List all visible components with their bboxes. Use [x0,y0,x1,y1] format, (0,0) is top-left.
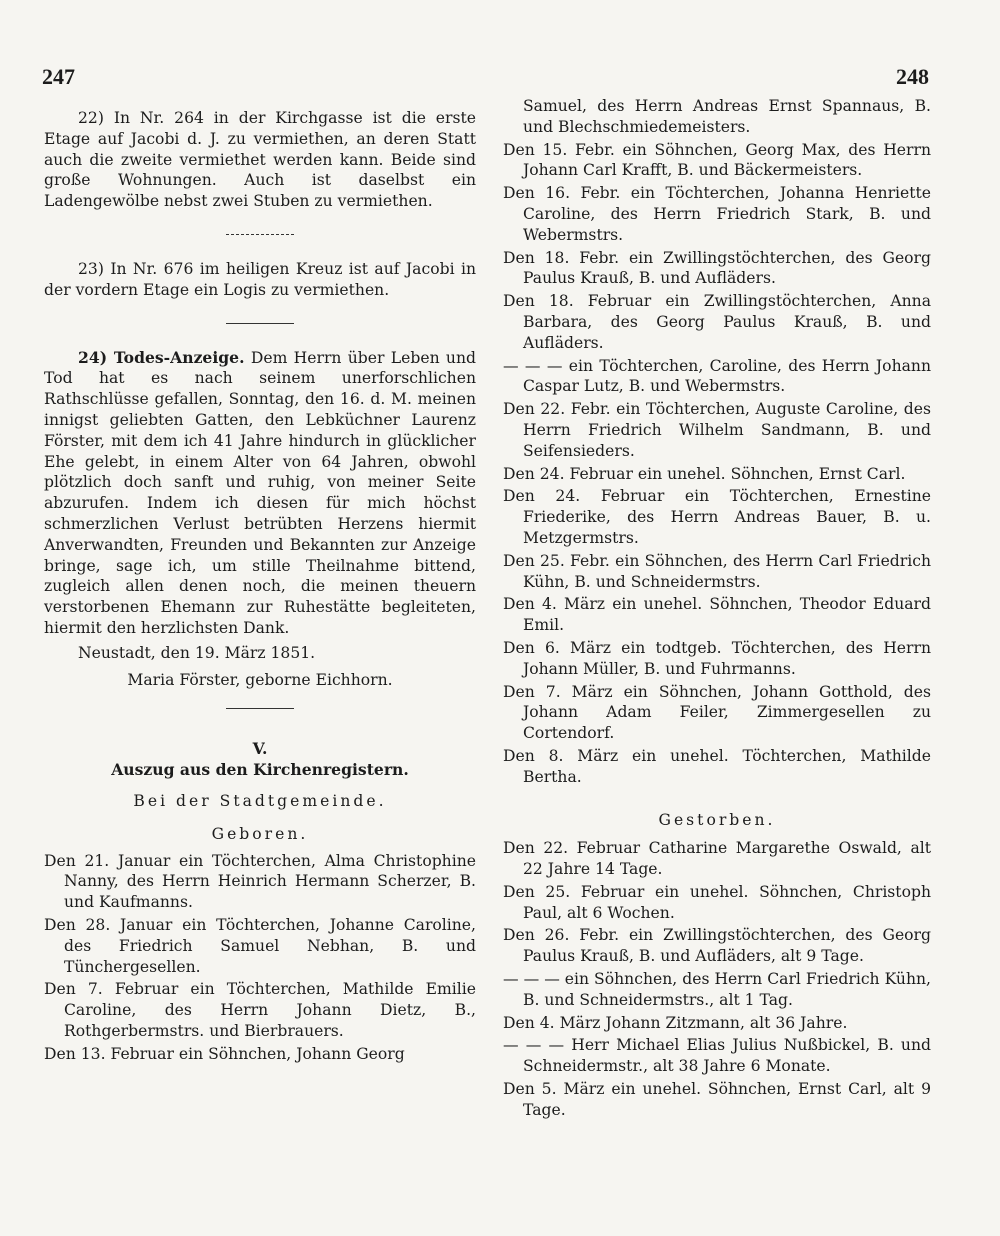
right-column [503,96,931,1123]
register-entry: Den 18. Febr. ein Zwillingstöchterchen, des Georg Paulus Krauß, B. und Aufläders. [503,248,931,288]
death-notice-text: Dem Herrn über Leben und Tod hat es nach seinem unerforschlichen Rathschlüsse gefallen, Sonntag, den 16. d. M. meinen innigst geliebten Gatten, den Lebküchner Laurenz Förster, mit dem ich 41 Jahre hindurch in glücklicher Ehe gelebt, in einem Alter von 64 Jahren, obwohl plötzlich doch sanft und ruhig, von meiner Seite abzurufen. Indem ich diesen für mich höchst schmerzlichen Verlust betrübten Herzens hiermit Anverwandten, Freunden und Bekannten zur Anzeige bringe, sage ich, um stille Theilnahme bittend, zugleich allen denen noch, die meinen theuern verstorbenen Ehemann zur Ruhestätte begleiteten, hiermit den herzlichsten Dank. [44,348,476,637]
register-entry: Den 4. März Johann Zitzmann, alt 36 Jahre. [503,1013,848,1032]
register-entry: Den 25. Febr. ein Söhnchen, des Herrn Carl Friedrich Kühn, B. und Schneidermstrs. [503,551,931,591]
left-column [44,108,476,1066]
page-number-left: 247 [42,64,75,89]
register-entry: Den 22. Febr. ein Töchterchen, Auguste Caroline, des Herrn Friedrich Wilhelm Sandmann, B. und Seifensieders. [503,400,931,460]
signature: Maria Förster, geborne Eichhorn. [127,670,393,689]
separator-rule [226,323,294,324]
register-entry: Den 16. Febr. ein Töchterchen, Johanna Henriette Caroline, des Herrn Friedrich Stark, B. und Webermstrs. [503,184,931,244]
section-number: V. [252,739,268,759]
register-entry: Den 7. Februar ein Töchterchen, Mathilde Emilie Caroline, des Herrn Johann Dietz, B., Rothgerbermstrs. und Bierbrauers. [44,980,476,1040]
subsection-title: Bei der Stadtgemeinde. [133,791,387,810]
register-entry: Den 8. März ein unehel. Töchterchen, Mathilde Bertha. [503,746,931,786]
separator-rule [226,234,294,235]
births-heading: Geboren. [211,824,309,843]
register-entry: Den 13. Februar ein Söhnchen, Johann Georg [44,1044,405,1063]
register-entry: — — — Herr Michael Elias Julius Nußbickel, B. und Schneidermstr., alt 38 Jahre 6 Monate. [503,1036,931,1076]
place-date: Neustadt, den 19. März 1851. [78,643,316,662]
notice-22: 22) In Nr. 264 in der Kirchgasse ist die erste Etage auf Jacobi d. J. zu vermiethen, an deren Statt auch die zweite vermiethet werden kann. Beide sind große Wohnungen. Auch ist daselbst ein Ladengewölbe nebst zwei Stuben zu vermiethen. [44,109,476,211]
register-entry: — — — ein Töchterchen, Caroline, des Herrn Johann Caspar Lutz, B. und Webermstrs. [503,356,931,396]
register-entry: Samuel, des Herrn Andreas Ernst Spannaus, B. und Blechschmiedemeisters. [523,97,931,136]
register-entry: — — — ein Söhnchen, des Herrn Carl Friedrich Kühn, B. und Schneidermstrs., alt 1 Tag. [503,970,931,1009]
register-entry: Den 28. Januar ein Töchterchen, Johanne Caroline, des Friedrich Samuel Nebhan, B. und Tünchergesellen. [44,915,476,976]
separator-rule [226,708,294,709]
section-title: Auszug aus den Kirchenregistern. [111,760,409,780]
death-notice-heading: 24) Todes-Anzeige. [78,347,245,367]
register-entry: Den 24. Februar ein Töchterchen, Ernestine Friederike, des Herrn Andreas Bauer, B. u. Metzgermstrs. [503,487,931,547]
page-number-right: 248 [896,64,929,89]
register-entry: Den 22. Februar Catharine Margarethe Oswald, alt 22 Jahre 14 Tage. [503,839,931,879]
register-entry: Den 18. Februar ein Zwillingstöchterchen, Anna Barbara, des Georg Paulus Krauß, B. und Aufläders. [503,292,931,352]
register-entry: Den 4. März ein unehel. Söhnchen, Theodor Eduard Emil. [503,595,931,635]
register-entry: Den 21. Januar ein Töchterchen, Alma Christophine Nanny, des Herrn Heinrich Hermann Scherzer, B. und Kaufmanns. [44,851,476,912]
register-entry: Den 6. März ein todtgeb. Töchterchen, des Herrn Johann Müller, B. und Fuhrmanns. [503,638,931,678]
register-entry: Den 25. Februar ein unehel. Söhnchen, Christoph Paul, alt 6 Wochen. [503,882,931,922]
notice-24 [44,348,476,639]
register-entry: Den 7. März ein Söhnchen, Johann Gotthold, des Johann Adam Feiler, Zimmergesellen zu Cortendorf. [503,682,931,743]
register-entry: Den 24. Februar ein unehel. Söhnchen, Ernst Carl. [503,464,906,483]
register-entry: Den 5. März ein unehel. Söhnchen, Ernst Carl, alt 9 Tage. [503,1080,931,1119]
notice-23: 23) In Nr. 676 im heiligen Kreuz ist auf Jacobi in der vordern Etage ein Logis zu vermiethen. [44,259,476,299]
deaths-heading: Gestorben. [658,810,776,829]
register-entry: Den 15. Febr. ein Söhnchen, Georg Max, des Herrn Johann Carl Krafft, B. und Bäckermeisters. [503,140,931,180]
register-entry: Den 26. Febr. ein Zwillingstöchterchen, des Georg Paulus Krauß, B. und Aufläders, alt 9 Tage. [503,926,931,966]
